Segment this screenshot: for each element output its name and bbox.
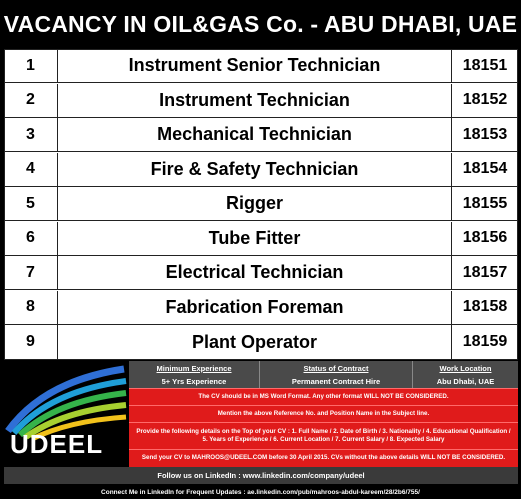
row-number: 4 — [4, 153, 58, 186]
table-row — [4, 256, 518, 290]
location-label: Work Location — [439, 363, 492, 373]
table-row — [4, 49, 518, 83]
position-name: Fire & Safety Technician — [58, 153, 452, 186]
row-number: 2 — [4, 84, 58, 117]
table-row — [4, 291, 518, 325]
vacancy-table — [4, 49, 518, 360]
position-name: Instrument Technician — [58, 84, 452, 117]
table-row — [4, 325, 518, 359]
linkedin-personal-link[interactable]: Connect Me in LinkedIn for Frequent Updates : ae.linkedin.com/pub/mahroos-abdul-kareem/28/2b6/755/ — [0, 485, 521, 499]
note-subject-line: Mention the above Reference No. and Position Name in the Subject line. — [129, 405, 518, 422]
reference-number: 18153 — [462, 125, 508, 143]
experience-column — [129, 361, 259, 388]
contract-column — [260, 361, 412, 388]
reference-number: 18157 — [462, 263, 508, 281]
position-name: Rigger — [58, 187, 452, 220]
reference-number: 18156 — [462, 229, 508, 246]
position-name: Electrical Technician — [58, 256, 452, 289]
position-name: Instrument Senior Technician — [58, 49, 452, 82]
row-number: 7 — [4, 256, 58, 289]
logo-text: UDEEL — [10, 429, 104, 459]
position-name: Plant Operator — [58, 325, 452, 359]
position-name: Mechanical Technician — [58, 118, 452, 151]
linkedin-company-link[interactable]: Follow us on LinkedIn : www.linkedin.com/company/udeel — [4, 467, 518, 484]
note-send-cv: Send your CV to MAHROOS@UDEEL.COM before 30 April 2015. CVs without the above details WILL NOT BE CONSIDERED. — [129, 449, 518, 467]
reference-number: 18155 — [462, 194, 508, 212]
contract-label: Status of Contract — [303, 363, 369, 373]
table-row — [4, 84, 518, 118]
note-cv-details: Provide the following details on the Top of your CV : 1. Full Name / 2. Date of Birth / 3. Nationality / 4. Educational Qualification / 5. Years of Experience / 6. Current Location / 7. Current Salary / 8. Expected Salary — [129, 422, 518, 449]
table-row — [4, 153, 518, 187]
page-title: VACANCY IN OIL&GAS Co. - ABU DHABI, UAE — [0, 0, 521, 49]
row-number: 6 — [4, 222, 58, 255]
reference-number: 18158 — [462, 298, 508, 315]
reference-number: 18154 — [462, 160, 508, 177]
table-row — [4, 222, 518, 256]
position-name: Tube Fitter — [58, 222, 452, 255]
row-number: 5 — [4, 187, 58, 220]
reference-number: 18152 — [462, 91, 508, 108]
location-column — [413, 361, 518, 388]
job-info-panel — [129, 361, 518, 467]
row-number: 8 — [4, 291, 58, 324]
table-row — [4, 118, 518, 152]
contract-value: Permanent Contract Hire — [291, 376, 381, 386]
company-logo — [4, 361, 128, 467]
row-number: 3 — [4, 118, 58, 151]
position-name: Fabrication Foreman — [58, 291, 452, 324]
table-row — [4, 187, 518, 221]
reference-number: 18151 — [462, 56, 508, 74]
location-value: Abu Dhabi, UAE — [436, 376, 495, 386]
row-number: 1 — [4, 49, 58, 82]
reference-number: 18159 — [462, 333, 508, 350]
experience-label: Minimum Experience — [156, 363, 232, 373]
job-info-header — [129, 361, 518, 388]
note-cv-format: The CV should be in MS Word Format. Any other format WILL NOT BE CONSIDERED. — [129, 388, 518, 405]
experience-value: 5+ Yrs Experience — [161, 376, 227, 386]
row-number: 9 — [4, 325, 58, 359]
